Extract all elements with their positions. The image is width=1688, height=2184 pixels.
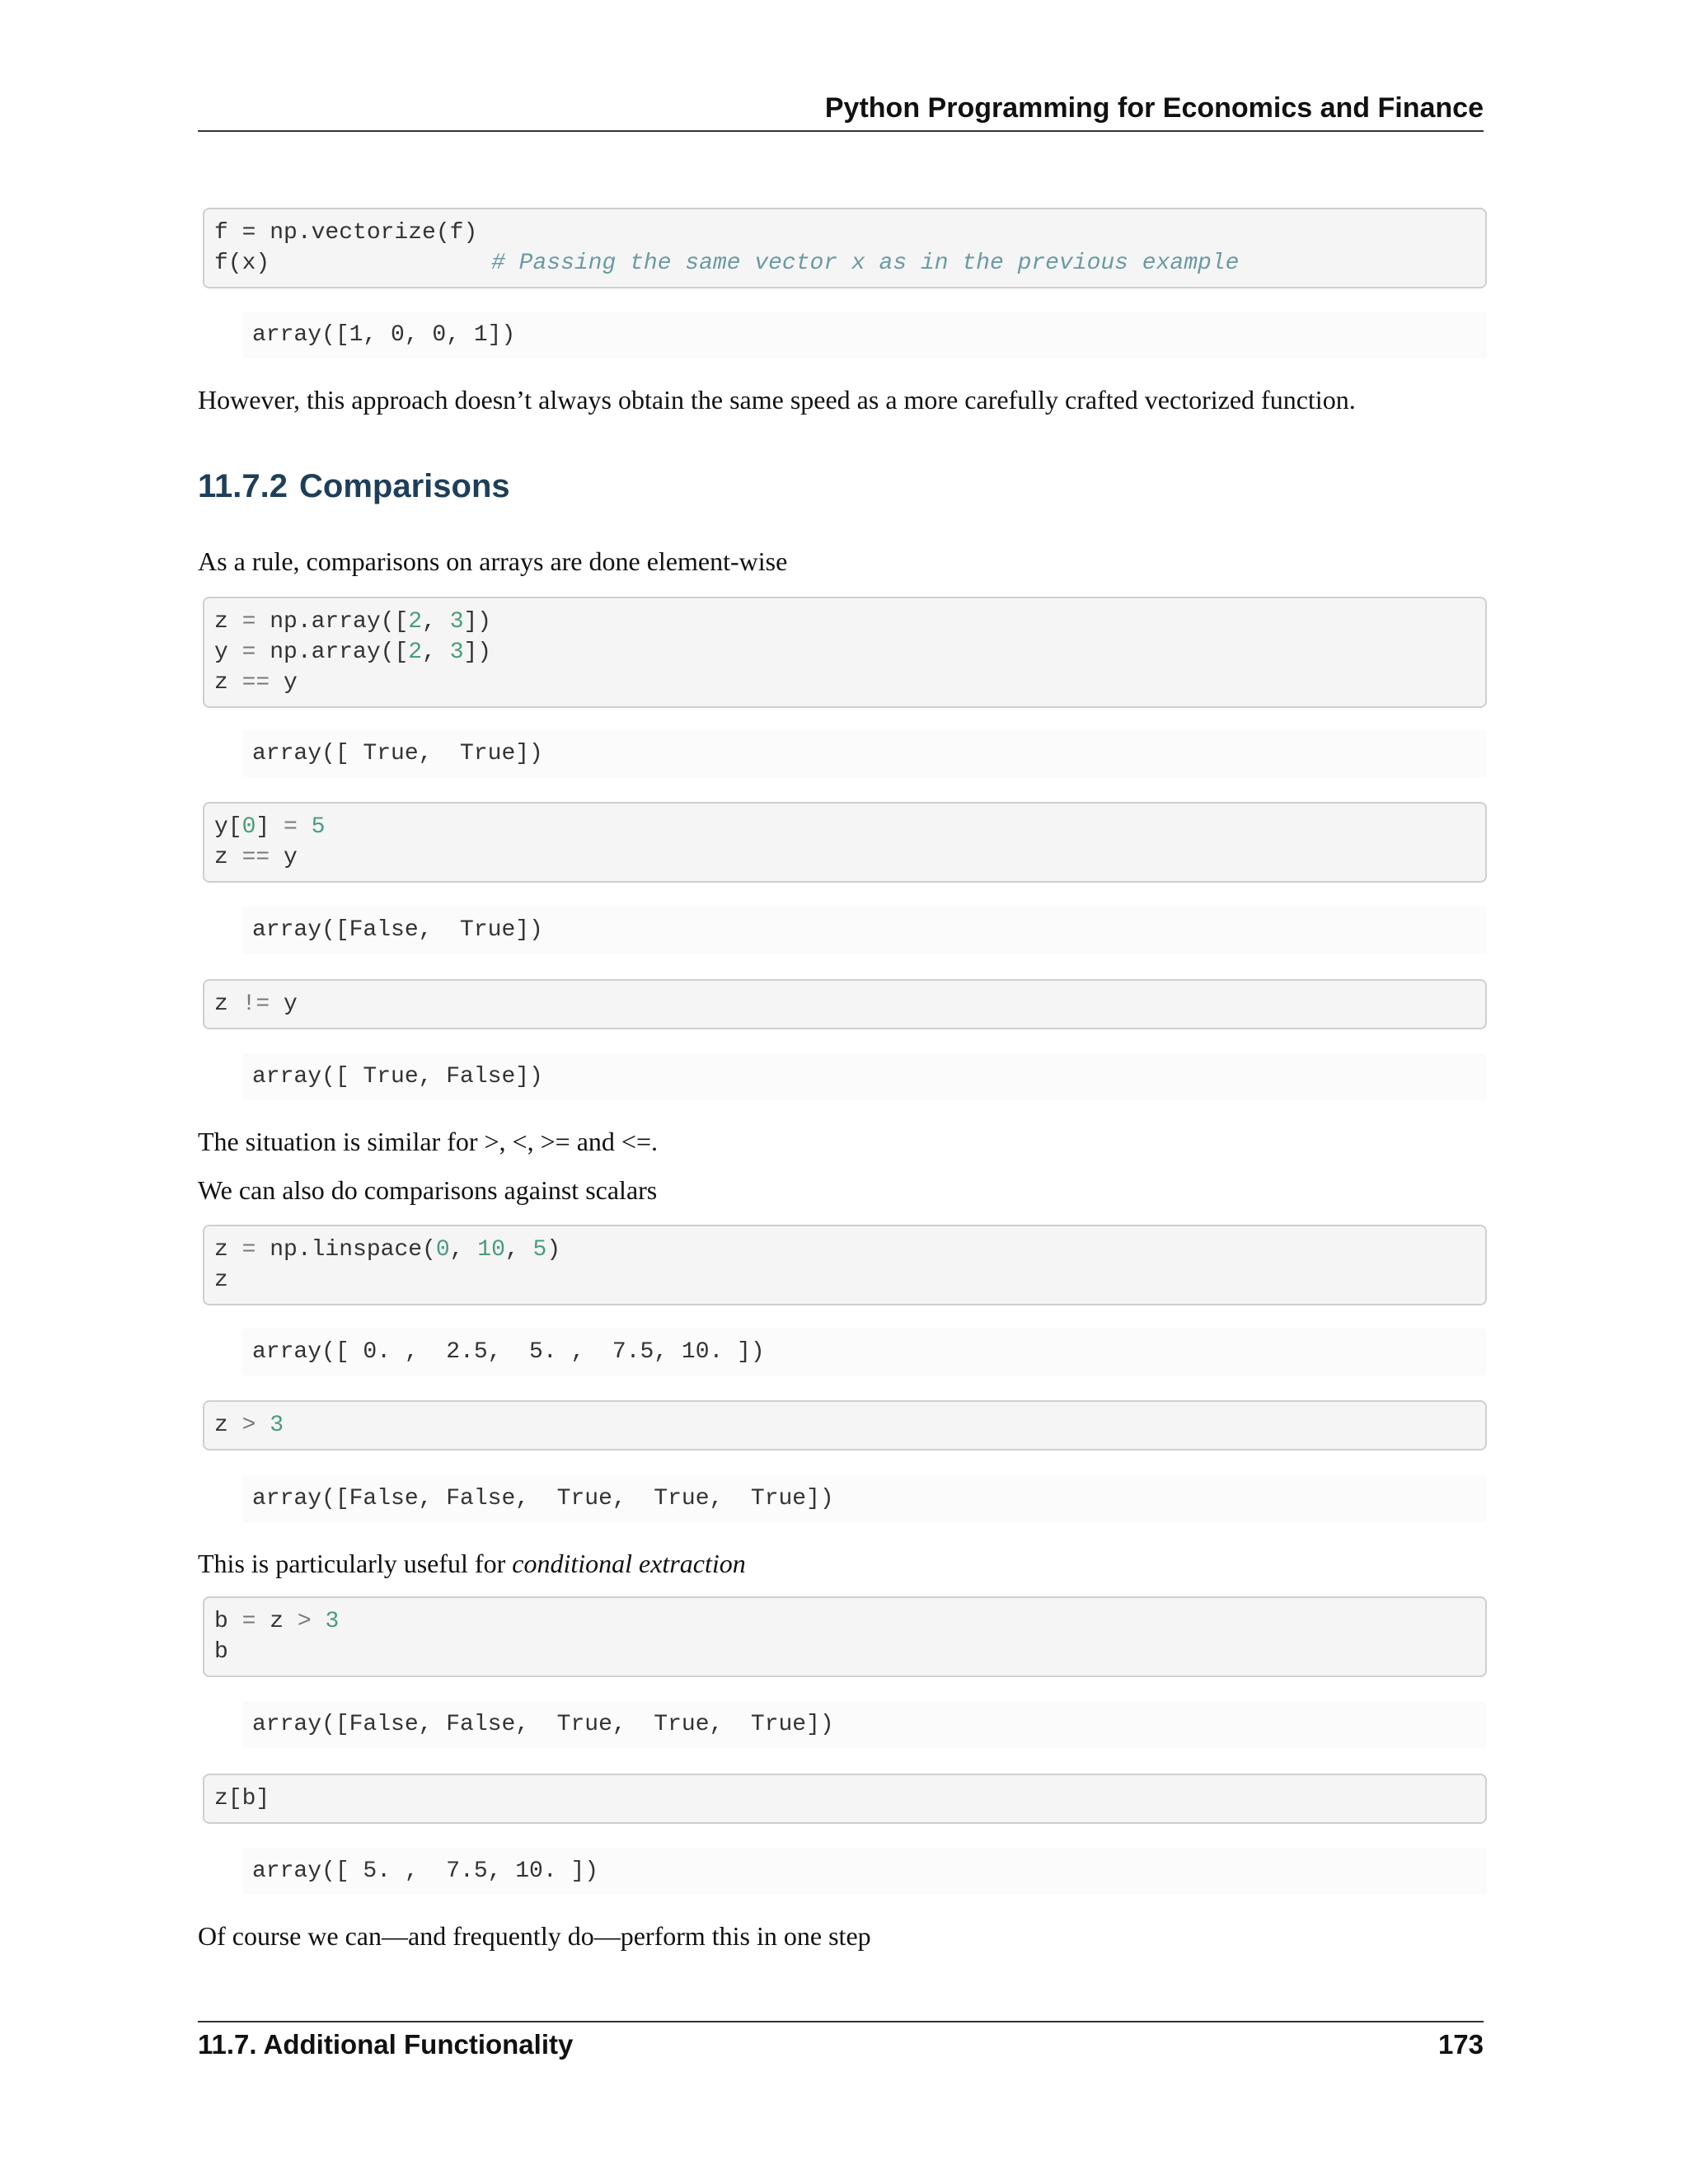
output-block: array([False, True]) <box>242 907 1487 954</box>
footer-section: 11.7. Additional Functionality <box>198 2029 574 2060</box>
output-block: array([False, False, True, True, True]) <box>242 1475 1487 1522</box>
code-line <box>214 248 1475 279</box>
output-block: array([False, False, True, True, True]) <box>242 1701 1487 1748</box>
section-title: Comparisons <box>299 468 510 504</box>
section-heading <box>198 468 510 505</box>
output-block: array([ True, False]) <box>242 1053 1487 1100</box>
emphasis-text: conditional extraction <box>512 1549 746 1578</box>
paragraph-scalars: We can also do comparisons against scalars <box>198 1175 658 1205</box>
output-block: array([ True, True]) <box>242 730 1487 777</box>
code-block-mask: b = z > 3 b <box>203 1596 1487 1677</box>
paragraph-speed-note: However, this approach doesn’t always obtain the same speed as a more carefully crafted vectorized function. <box>198 385 1356 415</box>
output-block: array([ 0. , 2.5, 5. , 7.5, 10. ]) <box>242 1329 1487 1376</box>
paragraph-element-wise: As a rule, comparisons on arrays are done element-wise <box>198 546 788 576</box>
output-block: array([1, 0, 0, 1]) <box>242 312 1487 359</box>
code-line: f = np.vectorize(f) <box>214 220 478 246</box>
section-number: 11.7.2 <box>198 468 288 504</box>
code-text: f(x) <box>214 251 270 276</box>
code-block-greater: z > 3 <box>203 1400 1487 1451</box>
page <box>198 0 1484 2184</box>
running-footer <box>198 2029 1484 2065</box>
output-block: array([ 5. , 7.5, 10. ]) <box>242 1848 1487 1895</box>
code-block-vectorize <box>203 208 1487 288</box>
code-block-linspace: z = np.linspace(0, 10, 5) z <box>203 1225 1487 1305</box>
code-block-not-equal: z != y <box>203 979 1487 1029</box>
code-block-assign: y[0] = 5 z == y <box>203 802 1487 883</box>
running-header: Python Programming for Economics and Finance <box>198 92 1484 132</box>
paragraph-text: This is particularly useful for <box>198 1549 513 1578</box>
page-number: 173 <box>1437 2029 1484 2060</box>
paragraph-conditional-extraction <box>198 1547 746 1580</box>
paragraph-similar-operators: The situation is similar for >, <, >= and <=. <box>198 1127 658 1156</box>
code-block-arrays: z = np.array([2, 3]) y = np.array([2, 3]) z == y <box>203 597 1487 708</box>
footer-rule <box>198 2021 1484 2022</box>
code-comment: # Passing the same vector x as in the previous example <box>491 251 1240 276</box>
code-block-index: z[b] <box>203 1774 1487 1824</box>
paragraph-one-step: Of course we can—and frequently do—perform this in one step <box>198 1921 871 1951</box>
